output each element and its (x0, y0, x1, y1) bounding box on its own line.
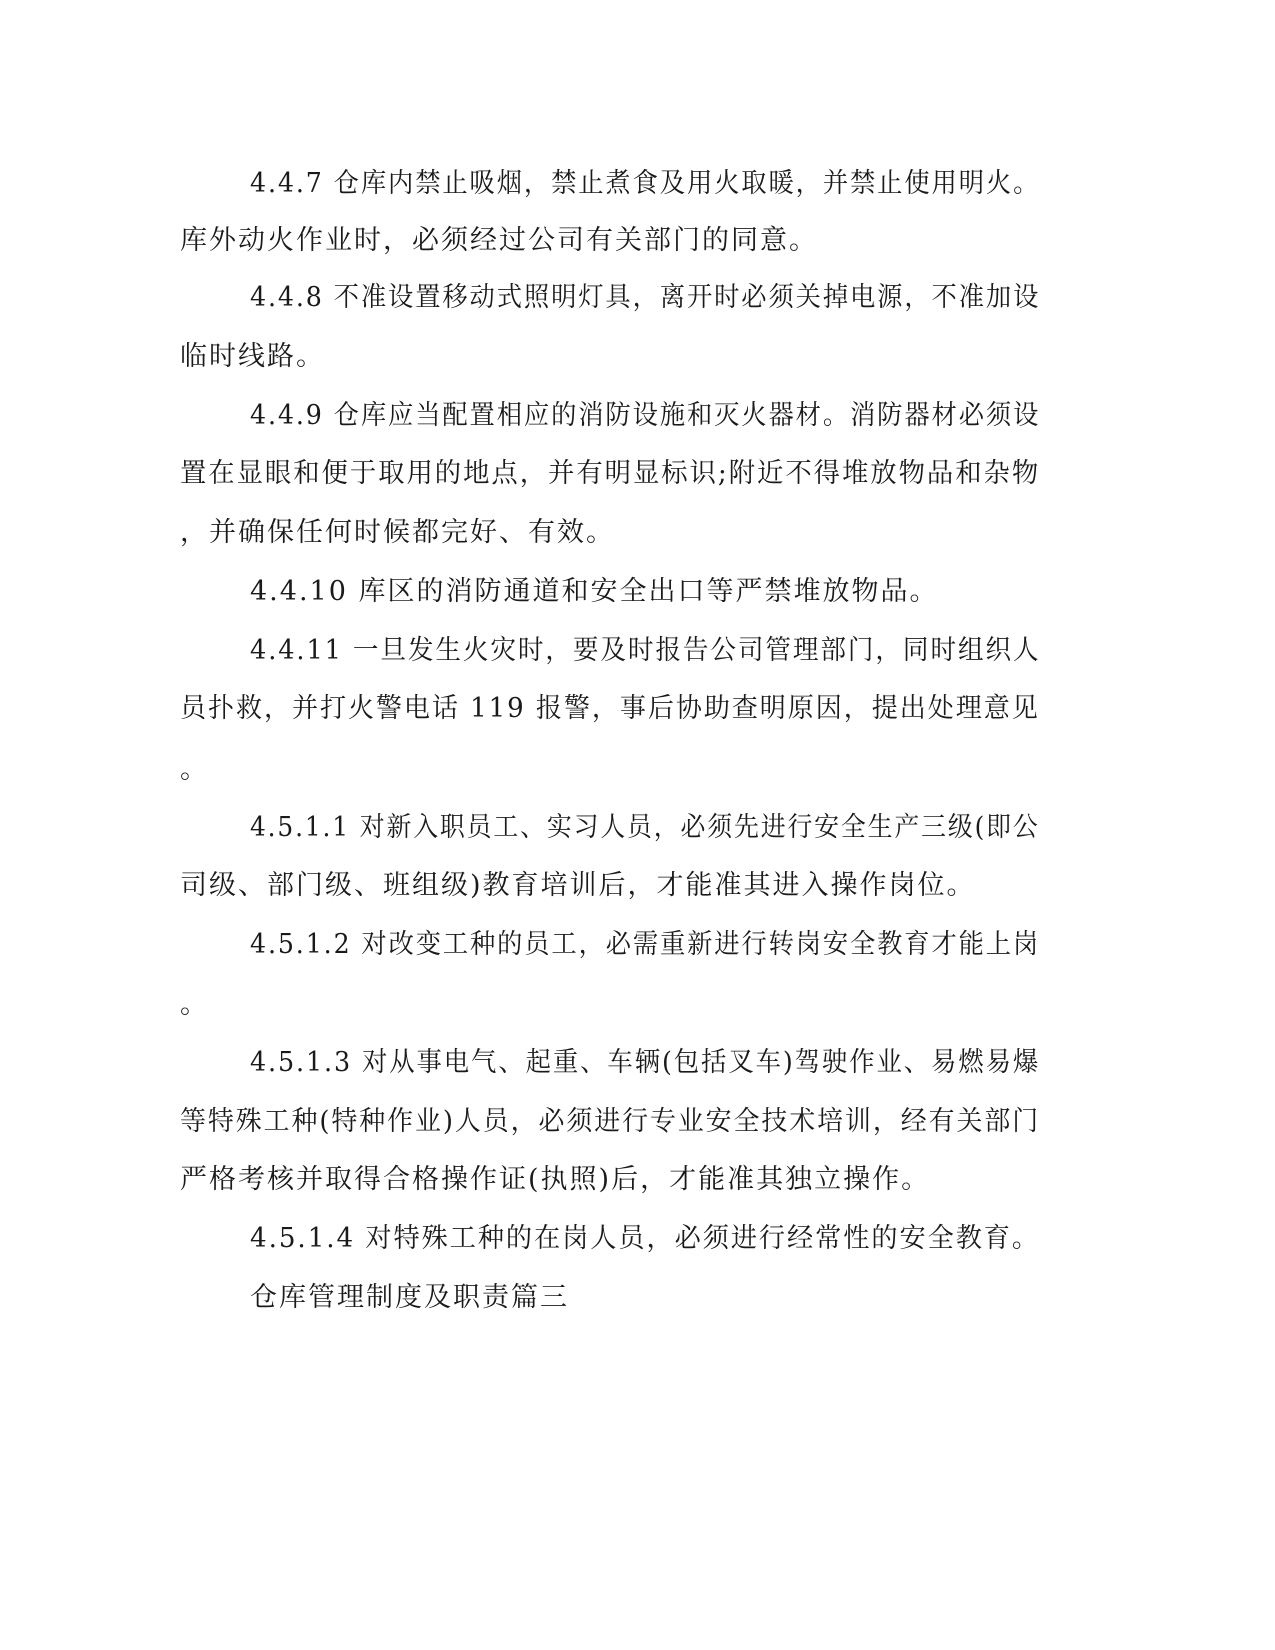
text-line: 。 (180, 754, 209, 785)
text-line: 。 (180, 989, 209, 1020)
text-line: ，并确保任何时候都完好、有效。 (180, 517, 615, 548)
text-line: 4.4.8 不准设置移动式照明灯具，离开时必须关掉电源，不准加设 (250, 282, 1041, 313)
text-line: 员扑救，并打火警电话 119 报警，事后协助查明原因，提出处理意见 (180, 693, 1040, 724)
text-line: 临时线路。 (180, 341, 325, 372)
text-line: 严格考核并取得合格操作证(执照)后，才能准其独立操作。 (180, 1164, 931, 1195)
text-line: 4.5.1.2 对改变工种的员工，必需重新进行转岗安全教育才能上岗 (250, 929, 1041, 960)
text-line: 4.4.9 仓库应当配置相应的消防设施和灭火器材。消防器材必须设 (250, 400, 1041, 431)
text-line: 4.4.10 库区的消防通道和安全出口等严禁堆放物品。 (250, 576, 939, 607)
text-line: 司级、部门级、班组级)教育培训后，才能准其进入操作岗位。 (180, 870, 976, 901)
text-line: 4.5.1.3 对从事电气、起重、车辆(包括叉车)驾驶作业、易燃易爆 (250, 1047, 1041, 1078)
text-line: 置在显眼和便于取用的地点，并有明显标识;附近不得堆放物品和杂物 (180, 458, 1041, 489)
text-line: 等特殊工种(特种作业)人员，必须进行专业安全技术培训，经有关部门 (180, 1106, 1041, 1137)
text-line: 4.5.1.4 对特殊工种的在岗人员，必须进行经常性的安全教育。 (250, 1223, 1041, 1254)
text-line: 4.5.1.1 对新入职员工、实习人员，必须先进行安全生产三级(即公 (250, 812, 1040, 843)
text-line: 4.4.7 仓库内禁止吸烟，禁止煮食及用火取暖，并禁止使用明火。 (250, 168, 1041, 199)
text-line: 库外动火作业时，必须经过公司有关部门的同意。 (180, 225, 818, 256)
text-line: 4.4.11 一旦发生火灾时，要及时报告公司管理部门，同时组织人 (250, 635, 1041, 666)
section-heading: 仓库管理制度及职责篇三 (250, 1282, 569, 1313)
